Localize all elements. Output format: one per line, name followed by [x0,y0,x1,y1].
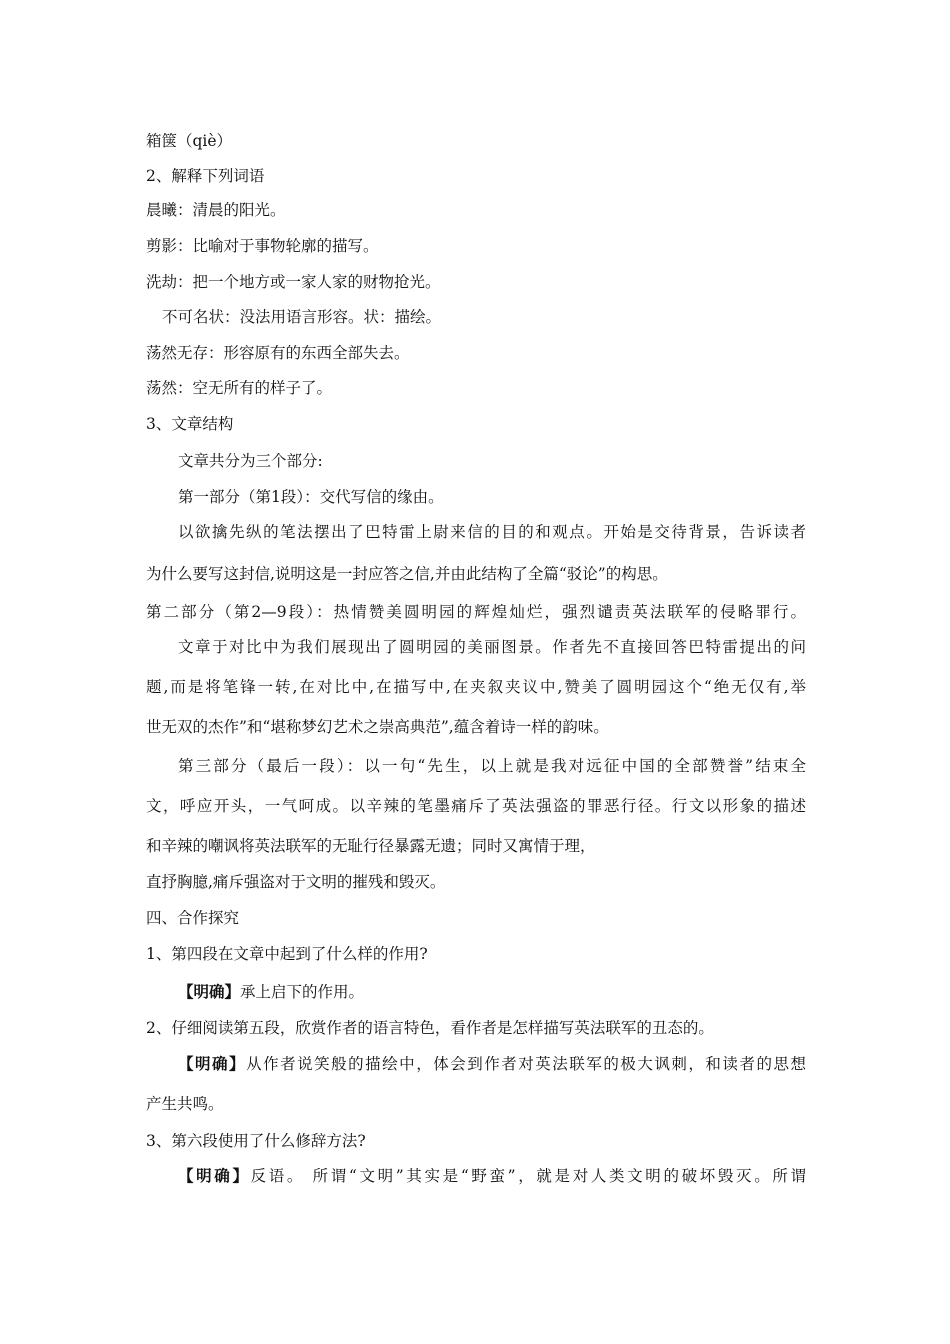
paragraph-line: 第三部分（最后一段）：以一句“先生，以上就是我对远征中国的全部赞誉”结束全 [178,757,806,775]
section-heading-structure: 3、文章结构 [146,415,234,433]
question-line: 2、仔细阅读第五段，欣赏作者的语言特色，看作者是怎样描写英法联军的丑态的。 [146,1019,714,1037]
answer-text: 反语。 所谓“文明”其实是“野蛮”，就是对人类文明的破坏毁灭。所谓 [250,1167,806,1185]
vocab-pinyin-line: 箱箧（qiè） [146,132,233,150]
answer-text: 承上启下的作用。 [240,983,365,1001]
answer-label: 【明确】 [178,982,241,1001]
definition-line: 洗劫：把一个地方或一家人家的财物抢光。 [146,273,441,291]
answer-label: 【明确】 [178,1166,251,1185]
answer-line [178,1166,806,1186]
paragraph-line: 直抒胸臆,痛斥强盗对于文明的摧残和毁灭。 [146,873,446,891]
answer-text: 从作者说笑般的描绘中，体会到作者对英法联军的极大讽刺，和读者的思想 [246,1055,806,1073]
definition-line: 剪影：比喻对于事物轮廓的描写。 [146,237,379,255]
definition-line: 不可名状：没法用语言形容。状：描绘。 [162,308,442,326]
answer-continuation: 产生共鸣。 [146,1095,224,1113]
paragraph-line: 文章于对比中为我们展现出了圆明园的美丽图景。作者先不直接回答巴特雷提出的问 [178,638,806,656]
section-heading-vocab: 2、解释下列词语 [146,167,265,185]
paragraph-line: 题,而是将笔锋一转,在对比中,在描写中,在夹叙夹议中,赞美了圆明园这个“绝无仅有,举 [146,678,806,696]
paragraph-line: 第一部分（第1段）：交代写信的缘由。 [178,488,444,506]
paragraph-line: 文章共分为三个部分: [178,452,323,470]
definition-line: 荡然：空无所有的样子了。 [146,379,333,397]
paragraph-line: 世无双的杰作”和“堪称梦幻艺术之崇高典范”,蕴含着诗一样的韵味。 [146,718,609,736]
paragraph-line: 第二部分（第2—9段）：热情赞美圆明园的辉煌灿烂，强烈谴责英法联军的侵略罪行。 [146,603,806,621]
answer-label: 【明确】 [178,1054,247,1073]
paragraph-line: 文，呼应开头，一气呵成。以辛辣的笔墨痛斥了英法强盗的罪恶行径。行文以形象的描述 [146,797,806,815]
answer-line [178,1054,806,1074]
paragraph-line: 和辛辣的嘲讽将英法联军的无耻行径暴露无遗；同时又寓情于理， [146,837,596,855]
paragraph-line: 为什么要写这封信,说明这是一封应答之信,并由此结构了全篇“驳论”的构思。 [146,565,668,583]
answer-line [178,982,364,1002]
paragraph-line: 以欲擒先纵的笔法摆出了巴特雷上尉来信的目的和观点。开始是交待背景，告诉读者 [178,523,806,541]
definition-line: 荡然无存：形容原有的东西全部失去。 [146,344,410,362]
question-line: 1、第四段在文章中起到了什么样的作用? [146,945,428,963]
question-line: 3、第六段使用了什么修辞方法? [146,1132,366,1150]
definition-line: 晨曦：清晨的阳光。 [146,201,286,219]
section-heading-discussion: 四、合作探究 [146,909,240,927]
